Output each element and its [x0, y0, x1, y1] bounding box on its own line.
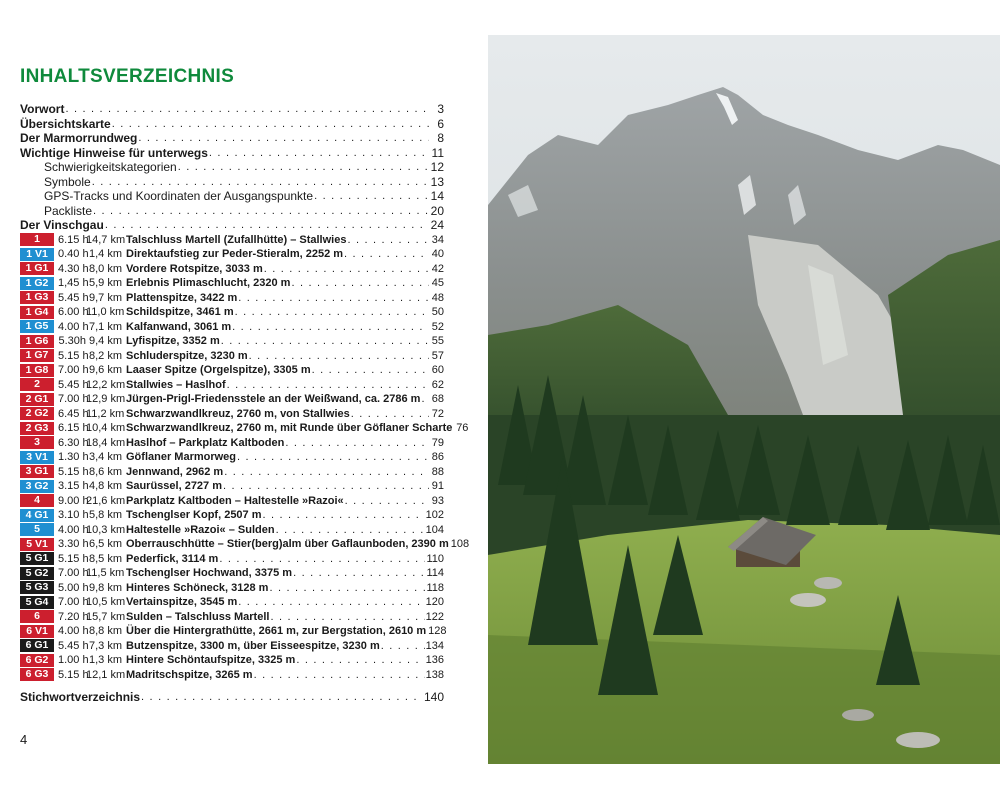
tour-number-badge: 3 G2	[20, 480, 54, 493]
tour-duration: 6.45 h	[58, 407, 89, 420]
tour-number-badge: 2 G2	[20, 407, 54, 420]
toc-tour-entry[interactable]	[20, 233, 444, 248]
tour-number-badge: 5 V1	[20, 538, 54, 551]
toc-index-entry-wrapper	[20, 690, 444, 705]
tour-number-badge: 1 G8	[20, 364, 54, 377]
toc-page-ref: 72	[431, 407, 444, 420]
tour-duration: 9.00 h	[58, 494, 89, 507]
tour-distance: 11,5 km	[86, 567, 125, 579]
toc-tour-entry[interactable]	[20, 436, 444, 451]
tour-distance: 10,3 km	[86, 523, 126, 536]
tour-duration: 3.30 h	[58, 538, 89, 550]
toc-label: Schwierigkeitskategorien	[44, 160, 177, 174]
tour-distance: 12,9 km	[86, 393, 126, 405]
tour-distance: 18,4 km	[86, 436, 126, 449]
toc-page-ref: 114	[426, 567, 444, 579]
tour-distance: 15,7 km	[86, 610, 126, 623]
tour-distance: 6,5 km	[88, 538, 122, 550]
tour-name: Hintere Schöntaufspitze, 3325 m	[126, 654, 296, 666]
tour-name: Haltestelle »Razoi« – Sulden	[126, 523, 275, 536]
tour-name: Talschluss Martell (Zufallhütte) – Stallwies	[126, 233, 347, 246]
toc-tour-entry[interactable]	[20, 624, 447, 639]
toc-leader-dots	[263, 508, 425, 523]
toc-page-ref: 138	[425, 668, 444, 681]
tour-number-badge: 5	[20, 523, 54, 536]
toc-leader-dots	[238, 291, 429, 306]
toc-page-ref: 62	[431, 378, 444, 391]
tour-duration: 6.15 h	[58, 422, 89, 434]
toc-leader-dots	[264, 262, 429, 277]
toc-leader-dots	[344, 247, 429, 262]
toc-page-ref: 12	[430, 160, 444, 174]
tour-number-badge: 6 G3	[20, 668, 54, 681]
tour-name: Jürgen-Prigl-Friedensstele an der Weißwand, ca. 2786 m	[126, 393, 421, 405]
tour-number-badge: 5 G3	[20, 581, 54, 594]
tour-number-badge: 2	[20, 378, 54, 391]
toc-label: Übersichtskarte	[20, 116, 111, 131]
tour-name: Direktaufstieg zur Peder-Stieralm, 2252 m	[126, 248, 344, 260]
tour-distance: 11,0 km	[86, 306, 125, 318]
tour-name: Lyfispitze, 3352 m	[126, 335, 220, 347]
toc-index-entry[interactable]	[20, 690, 444, 705]
toc-tour-entry[interactable]	[20, 421, 469, 436]
toc-leader-dots	[232, 320, 429, 335]
toc-tour-entry[interactable]	[20, 479, 444, 494]
tour-distance: 14,7 km	[86, 233, 126, 246]
tour-distance: 8,5 km	[88, 552, 122, 565]
tour-duration: 0.40 h	[58, 248, 89, 260]
toc-main-entry[interactable]	[20, 146, 444, 161]
toc-tour-entry[interactable]	[20, 508, 444, 523]
tour-duration: 7.20 h	[58, 610, 89, 623]
toc-tour-entry[interactable]	[20, 653, 444, 668]
toc-page-ref: 57	[431, 349, 444, 362]
toc-tour-entry[interactable]	[20, 363, 444, 378]
tour-name: Vordere Rotspitze, 3033 m	[126, 262, 263, 275]
tour-name: Butzenspitze, 3300 m, über Eisseespitze, 3230 m	[126, 639, 380, 652]
toc-tour-entry[interactable]	[20, 552, 444, 567]
toc-sub-entry[interactable]	[20, 189, 444, 204]
tour-number-badge: 1 G6	[20, 335, 54, 348]
toc-page-ref: 68	[431, 393, 444, 405]
tour-name: Über die Hintergrathütte, 2661 m, zur Bergstation, 2610 m	[126, 625, 427, 637]
toc-tour-entry[interactable]	[20, 581, 444, 596]
tour-duration: 4.00 h	[58, 320, 89, 333]
tour-distance: 8,6 km	[88, 465, 122, 478]
page-number: 4	[20, 732, 28, 747]
page-title: INHALTSVERZEICHNIS	[20, 66, 235, 87]
toc-sub-entry[interactable]	[20, 204, 444, 219]
tour-distance: 11,2 km	[86, 407, 125, 420]
tour-name: Jennwand, 2962 m	[126, 465, 224, 478]
tour-number-badge: 5 G4	[20, 596, 54, 609]
toc-page-ref: 76	[456, 422, 469, 434]
tour-name: Madritschspitze, 3265 m	[126, 668, 253, 681]
toc-leader-dots	[421, 392, 429, 407]
toc-page-ref: 34	[431, 233, 444, 246]
toc-sub-entry[interactable]	[20, 160, 444, 175]
toc-tour-entry[interactable]	[20, 334, 444, 349]
toc-page-ref: 14	[430, 189, 444, 203]
tour-duration: 3.15 h	[58, 480, 89, 492]
tour-name: Oberrauschhütte – Stier(berg)alm über Gaflaunboden, 2390 m	[126, 538, 449, 550]
tour-number-badge: 6 G1	[20, 639, 54, 652]
toc-page-ref: 13	[430, 174, 444, 189]
toc-page-ref: 20	[430, 203, 444, 218]
tour-number-badge: 5 G1	[20, 552, 54, 565]
tour-name: Schwarzwandlkreuz, 2760 m, mit Runde über Göflaner Scharte	[126, 422, 453, 434]
tour-distance: 9,7 km	[88, 291, 122, 304]
toc-label: GPS-Tracks und Koordinaten der Ausgangspunkte	[44, 189, 314, 203]
toc-page-ref: 11	[431, 145, 444, 160]
toc-leader-dots	[235, 305, 429, 320]
toc-page-ref: 110	[426, 552, 444, 565]
toc-sub-entry[interactable]	[20, 175, 444, 190]
toc-page-ref: 45	[431, 277, 444, 289]
toc-tour-entry[interactable]	[20, 465, 444, 480]
toc-leader-dots	[276, 523, 425, 538]
tour-duration: 3.10 h	[58, 509, 89, 521]
tour-number-badge: 2 G1	[20, 393, 54, 406]
tour-number-badge: 3	[20, 436, 54, 449]
tour-duration: 4.30 h	[58, 262, 89, 275]
toc-page-ref: 134	[425, 639, 444, 652]
toc-main-entry[interactable]	[20, 117, 444, 132]
tour-distance: 12,1 km	[86, 668, 126, 681]
tour-number-badge: 1 G3	[20, 291, 54, 304]
tour-duration: 7.00 h	[58, 567, 89, 579]
tour-number-badge: 3 G1	[20, 465, 54, 478]
toc-tour-entry[interactable]	[20, 537, 470, 552]
toc-tour-entry[interactable]	[20, 349, 444, 364]
toc-page-ref: 102	[425, 509, 444, 521]
toc-page-ref: 140	[423, 690, 444, 704]
tour-number-badge: 4 G1	[20, 509, 54, 522]
toc-leader-dots	[112, 117, 429, 132]
toc-leader-dots	[269, 581, 425, 596]
toc-tour-entry[interactable]	[20, 305, 444, 320]
toc-leader-dots	[65, 102, 429, 117]
tour-name: Schwarzwandlkreuz, 2760 m, von Stallwies	[126, 407, 350, 420]
toc-tour-entry[interactable]	[20, 320, 444, 335]
toc-leader-dots	[138, 131, 429, 146]
toc-leader-dots	[238, 595, 424, 610]
tour-name: Vertainspitze, 3545 m	[126, 596, 238, 608]
toc-leader-dots	[237, 450, 429, 465]
tour-duration: 4.00 h	[58, 523, 89, 536]
tour-name: Schluderspitze, 3230 m	[126, 349, 248, 362]
toc-tour-entry[interactable]	[20, 668, 444, 683]
toc-page-ref: 118	[426, 581, 444, 594]
tour-number-badge: 3 V1	[20, 451, 54, 464]
tour-number-badge: 6 V1	[20, 625, 54, 638]
toc-label: Der Marmorrundweg	[20, 131, 138, 145]
toc-leader-dots	[92, 175, 429, 190]
tour-distance: 8,0 km	[88, 262, 122, 275]
tour-duration: 1.30 h	[58, 451, 89, 463]
toc-leader-dots	[227, 378, 429, 393]
tour-number-badge: 5 G2	[20, 567, 54, 580]
toc-leader-dots	[291, 276, 429, 291]
tour-number-badge: 4	[20, 494, 54, 507]
toc-page-ref: 108	[450, 538, 470, 550]
toc-tour-entry[interactable]	[20, 392, 444, 407]
toc-main-entry[interactable]	[20, 131, 444, 146]
tour-duration: 5.15 h	[58, 552, 89, 565]
toc-tour-entry[interactable]	[20, 262, 444, 277]
toc-label: Vorwort	[20, 102, 65, 116]
toc-leader-dots	[219, 552, 425, 567]
tour-number-badge: 1	[20, 233, 54, 246]
toc-leader-dots	[221, 334, 429, 349]
tour-name: Schildspitze, 3461 m	[126, 306, 234, 318]
tour-name: Tschenglser Kopf, 2507 m	[126, 509, 262, 521]
toc-page-ref: 52	[431, 320, 444, 333]
toc-page-ref: 55	[431, 335, 444, 347]
toc-leader-dots	[293, 566, 425, 581]
toc-page-ref: 136	[425, 654, 444, 666]
tour-distance: 9,6 km	[88, 364, 122, 376]
tour-duration: 1,45 h	[58, 277, 89, 289]
toc-page-ref: 79	[431, 436, 444, 449]
tour-distance: 12,2 km	[86, 378, 126, 391]
tour-duration: 5.15 h	[58, 668, 89, 681]
tour-duration: 5.45 h	[58, 639, 89, 652]
toc-page-ref: 42	[431, 262, 444, 275]
tour-duration: 6.30 h	[58, 436, 89, 449]
tour-name: Göflaner Marmorweg	[126, 451, 237, 463]
toc-leader-dots	[345, 494, 429, 509]
toc-leader-dots	[381, 639, 425, 654]
tour-number-badge: 2 G3	[20, 422, 54, 435]
toc-leader-dots	[270, 610, 424, 625]
toc-leader-dots	[141, 690, 423, 705]
toc-leader-dots	[312, 363, 429, 378]
toc-label: Wichtige Hinweise für unterwegs	[20, 145, 208, 160]
tour-number-badge: 1 G2	[20, 277, 54, 290]
tour-duration: 7.00 h	[58, 596, 89, 608]
toc-leader-dots	[314, 189, 429, 204]
toc-leader-dots	[223, 479, 429, 494]
toc-leader-dots	[249, 349, 429, 364]
toc-page-ref: 86	[431, 451, 444, 463]
tour-name: Sulden – Talschluss Martell	[126, 610, 270, 623]
toc-main-entry[interactable]	[20, 102, 444, 117]
toc-page	[0, 0, 470, 800]
tour-name: Saurüssel, 2727 m	[126, 480, 223, 492]
toc-leader-dots	[224, 465, 429, 480]
tour-duration: 5.30h	[58, 335, 86, 347]
toc-tour-entry[interactable]	[20, 378, 444, 393]
toc-tour-entry[interactable]	[20, 523, 444, 538]
toc-page-ref: 6	[437, 116, 444, 131]
toc-page-ref: 8	[437, 131, 444, 145]
toc-tour-entry[interactable]	[20, 610, 444, 625]
toc-section-vinschgau[interactable]	[20, 218, 444, 233]
tour-duration: 5.15 h	[58, 349, 89, 362]
tour-distance: 8,8 km	[88, 625, 122, 637]
tour-number-badge: 1 G1	[20, 262, 54, 275]
toc-tour-entry[interactable]	[20, 291, 444, 306]
tour-distance: 5,8 km	[88, 509, 122, 521]
tour-number-badge: 6	[20, 610, 54, 623]
toc-page-ref: 3	[437, 102, 444, 116]
tour-duration: 7.00 h	[58, 364, 89, 376]
tour-name: Laaser Spitze (Orgelspitze), 3305 m	[126, 364, 311, 376]
tour-duration: 6.00 h	[58, 306, 89, 318]
tour-distance: 1,3 km	[88, 654, 122, 666]
tour-distance: 7,1 km	[88, 320, 122, 333]
tour-distance: 10,5 km	[86, 596, 126, 608]
tour-distance: 9,8 km	[88, 581, 122, 594]
toc-page-ref: 24	[430, 218, 444, 232]
tour-duration: 4.00 h	[58, 625, 89, 637]
toc-label: Stichwortverzeichnis	[20, 690, 141, 704]
tour-distance: 7,3 km	[88, 639, 122, 652]
tour-duration: 1.00 h	[58, 654, 89, 666]
tour-number-badge: 6 G2	[20, 654, 54, 667]
toc-page-ref: 48	[431, 291, 444, 304]
toc-leader-dots	[105, 218, 429, 233]
toc-leader-dots	[296, 653, 424, 668]
toc-tour-entry[interactable]	[20, 276, 444, 291]
toc-label: Der Vinschgau	[20, 218, 104, 232]
tour-distance: 10,4 km	[86, 422, 126, 434]
toc-tour-entry[interactable]	[20, 407, 444, 422]
tour-duration: 5.00 h	[58, 581, 89, 594]
tour-distance: 1,4 km	[88, 248, 122, 260]
toc-leader-dots	[347, 233, 429, 248]
toc-leader-dots	[285, 436, 429, 451]
tour-distance: 3,4 km	[88, 451, 122, 463]
toc-tour-entry[interactable]	[20, 566, 444, 581]
tour-duration: 6.15 h	[58, 233, 89, 246]
tour-distance: 9,4 km	[88, 335, 122, 347]
toc-page-ref: 104	[425, 523, 444, 536]
tour-name: Haslhof – Parkplatz Kaltboden	[126, 436, 285, 449]
toc-tour-entry[interactable]	[20, 450, 444, 465]
tour-number-badge: 1 G4	[20, 306, 54, 319]
tour-duration: 7.00 h	[58, 393, 89, 405]
toc-leader-dots	[254, 668, 425, 683]
toc-label: Symbole	[44, 174, 91, 189]
toc-page-ref: 122	[425, 610, 444, 623]
toc-page-ref: 88	[431, 465, 444, 478]
tour-name: Hinteres Schöneck, 3128 m	[126, 581, 269, 594]
tour-name: Plattenspitze, 3422 m	[126, 291, 238, 304]
tour-name: Parkplatz Kaltboden – Haltestelle »Razoi«	[126, 494, 344, 507]
tour-name: Kalfanwand, 3061 m	[126, 320, 232, 333]
tour-name: Erlebnis Plimaschlucht, 2320 m	[126, 277, 291, 289]
tour-number-badge: 1 G5	[20, 320, 54, 333]
toc-tour-entry[interactable]	[20, 494, 444, 509]
tour-duration: 5.45 h	[58, 378, 89, 391]
toc-list	[20, 102, 470, 682]
toc-leader-dots	[93, 204, 429, 219]
toc-leader-dots	[178, 160, 429, 175]
toc-leader-dots	[209, 146, 429, 161]
toc-page-ref: 91	[431, 480, 444, 492]
toc-tour-entry[interactable]	[20, 247, 444, 262]
tour-duration: 5.45 h	[58, 291, 89, 304]
tour-name: Stallwies – Haslhof	[126, 378, 226, 391]
tour-name: Pederfick, 3114 m	[126, 552, 219, 565]
toc-tour-entry[interactable]	[20, 595, 444, 610]
tour-name: Tschenglser Hochwand, 3375 m	[126, 567, 293, 579]
tour-distance: 21,6 km	[86, 494, 126, 507]
toc-page-ref: 93	[431, 494, 444, 507]
tour-distance: 5,9 km	[88, 277, 122, 289]
toc-page-ref: 128	[428, 625, 447, 637]
tour-distance: 8,2 km	[88, 349, 122, 362]
mountain-landscape-photo	[488, 35, 1000, 764]
toc-page-ref: 50	[431, 306, 444, 318]
tour-number-badge: 1 V1	[20, 248, 54, 261]
tour-duration: 5.15 h	[58, 465, 89, 478]
toc-label: Packliste	[44, 203, 93, 218]
toc-tour-entry[interactable]	[20, 639, 444, 654]
mountain-photo-illustration	[488, 35, 1000, 764]
toc-page-ref: 60	[431, 364, 444, 376]
toc-page-ref: 120	[425, 596, 444, 608]
toc-leader-dots	[351, 407, 429, 422]
toc-page-ref: 40	[431, 248, 444, 260]
tour-number-badge: 1 G7	[20, 349, 54, 362]
tour-distance: 4,8 km	[88, 480, 122, 492]
